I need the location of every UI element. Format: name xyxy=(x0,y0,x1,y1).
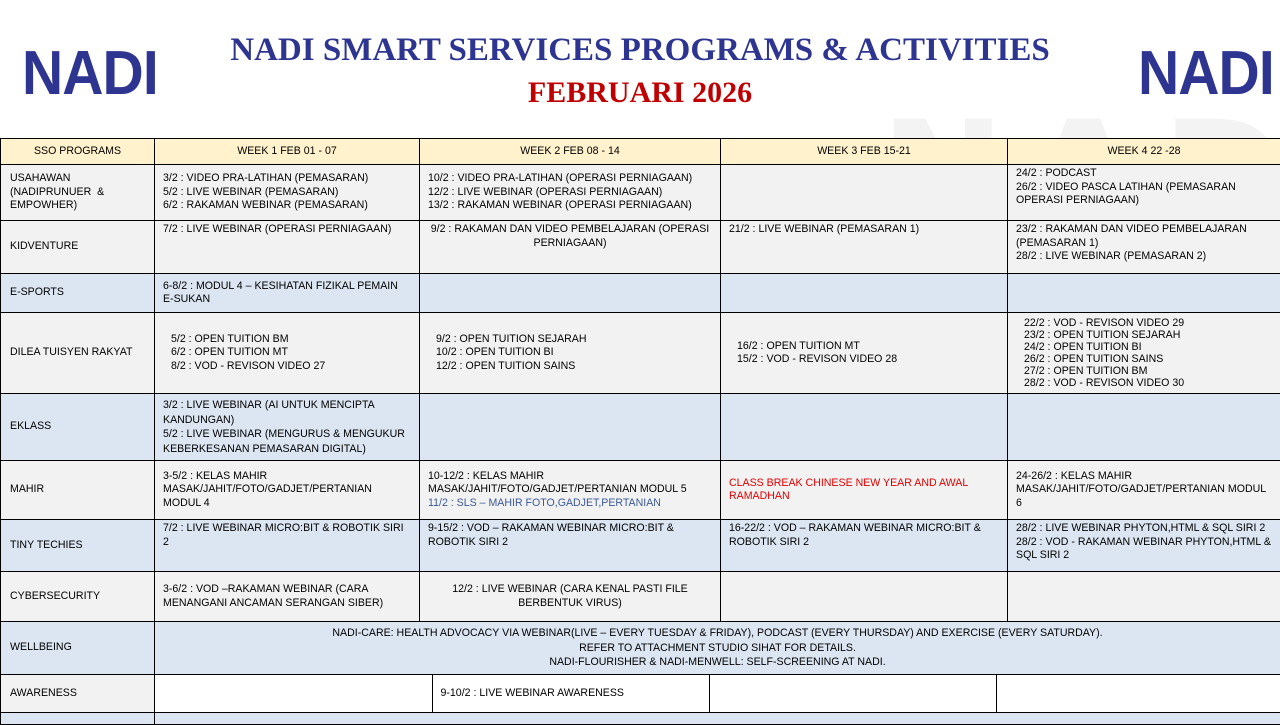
cell-week-2: 10-12/2 : KELAS MAHIR MASAK/JAHIT/FOTO/GADJET/PERTANIAN MODUL 5 11/2 : SLS – MAHIR FOTO,GADJET,PERTANIAN xyxy=(420,461,721,520)
cell-week-3: 16/2 : OPEN TUITION MT 15/2 : VOD - REVISON VIDEO 28 xyxy=(721,313,1008,394)
cell-week-4: 23/2 : RAKAMAN DAN VIDEO PEMBELAJARAN (PEMASARAN 1) 28/2 : LIVE WEBINAR (PEMASARAN 2) xyxy=(1008,221,1280,274)
program-name: WELLBEING xyxy=(1,622,155,675)
cell-week-3 xyxy=(721,394,1008,461)
cell-week-4 xyxy=(1008,274,1280,313)
program-name: CYBERSECURITY xyxy=(1,572,155,622)
program-schedule-table xyxy=(0,138,1280,725)
header-week-3: WEEK 3 FEB 15-21 xyxy=(721,139,1008,165)
row-kidventure xyxy=(1,221,1280,274)
header-week-4: WEEK 4 22 -28 xyxy=(1008,139,1280,165)
cell-week-3: 16-22/2 : VOD – RAKAMAN WEBINAR MICRO:BIT & ROBOTIK SIRI 2 xyxy=(721,520,1008,572)
program-name: EKLASS xyxy=(1,394,155,461)
header-sso-programs: SSO PROGRAMS xyxy=(1,139,155,165)
cell-week-4: 28/2 : LIVE WEBINAR PHYTON,HTML & SQL SIRI 2 28/2 : VOD - RAKAMAN WEBINAR PHYTON,HTML & SQL SIRI 2 xyxy=(1008,520,1280,572)
program-name xyxy=(1,713,155,725)
cell-week-4 xyxy=(1008,394,1280,461)
page-subtitle: FEBRUARI 2026 xyxy=(0,76,1280,110)
program-name: USAHAWAN (NADIPRUNUER & EMPOWHER) xyxy=(1,165,155,221)
cell-week-4: 24/2 : PODCAST 26/2 : VIDEO PASCA LATIHAN (PEMASARAN OPERASI PERNIAGAAN) xyxy=(1008,165,1280,221)
cell-week-2 xyxy=(420,274,721,313)
program-name: DILEA TUISYEN RAKYAT xyxy=(1,313,155,394)
cell-week-2: 9-15/2 : VOD – RAKAMAN WEBINAR MICRO:BIT & ROBOTIK SIRI 2 xyxy=(420,520,721,572)
awareness-week-3 xyxy=(709,675,996,712)
cell-week-3 xyxy=(721,572,1008,622)
header-week-2: WEEK 2 FEB 08 - 14 xyxy=(420,139,721,165)
cell-wellbeing-all-weeks: NADI-CARE: HEALTH ADVOCACY VIA WEBINAR(LIVE – EVERY TUESDAY & FRIDAY), PODCAST (EVERY THURSDAY) AND EXERCISE (EVERY SATURDAY). REFER TO ATTACHMENT STUDIO SIHAT FOR DETAILS. NADI-FLOURISHER & NADI-MENWELL: SELF-SCREENING AT NADI. xyxy=(155,622,1280,675)
awareness-week-1 xyxy=(155,675,432,712)
cell-week-1: 3-5/2 : KELAS MAHIR MASAK/JAHIT/FOTO/GADJET/PERTANIAN MODUL 4 xyxy=(155,461,420,520)
row-mahir xyxy=(1,461,1280,520)
cell-week-1: 7/2 : LIVE WEBINAR (OPERASI PERNIAGAAN) xyxy=(155,221,420,274)
awareness-subtable xyxy=(155,675,1280,712)
cell-week-4 xyxy=(1008,572,1280,622)
cell-week-1: 5/2 : OPEN TUITION BM 6/2 : OPEN TUITION MT 8/2 : VOD - REVISON VIDEO 27 xyxy=(155,313,420,394)
row-esports xyxy=(1,274,1280,313)
program-name: E-SPORTS xyxy=(1,274,155,313)
cell-week-1: 3/2 : LIVE WEBINAR (AI UNTUK MENCIPTA KANDUNGAN) 5/2 : LIVE WEBINAR (MENGURUS & MENGUKUR KEBERKESANAN PEMASARAN DIGITAL) xyxy=(155,394,420,461)
awareness-week-4 xyxy=(996,675,1280,712)
row-partial-next xyxy=(1,713,1280,725)
cell-week-3 xyxy=(721,274,1008,313)
awareness-week-2: 9-10/2 : LIVE WEBINAR AWARENESS xyxy=(432,675,709,712)
cell-week-2: 10/2 : VIDEO PRA-LATIHAN (OPERASI PERNIAGAAN) 12/2 : LIVE WEBINAR (OPERASI PERNIAGAAN) 13/2 : RAKAMAN WEBINAR (OPERASI PERNIAGAAN) xyxy=(420,165,721,221)
cell-week-2: 9/2 : RAKAMAN DAN VIDEO PEMBELAJARAN (OPERASI PERNIAGAAN) xyxy=(420,221,721,274)
row-wellbeing xyxy=(1,622,1280,675)
cell-week-3 xyxy=(721,165,1008,221)
cell-week-4: 24-26/2 : KELAS MAHIR MASAK/JAHIT/FOTO/GADJET/PERTANIAN MODUL 6 xyxy=(1008,461,1280,520)
row-dilea xyxy=(1,313,1280,394)
cell-week-4: 22/2 : VOD - REVISON VIDEO 29 23/2 : OPEN TUITION SEJARAH 24/2 : OPEN TUITION BI 26/2 : OPEN TUITION SAINS 27/2 : OPEN TUITION BM 28/2 : VOD - REVISON VIDEO 30 xyxy=(1008,313,1280,394)
cell-partial xyxy=(155,713,1280,725)
row-awareness xyxy=(1,675,1280,713)
cell-week-1: 7/2 : LIVE WEBINAR MICRO:BIT & ROBOTIK SIRI 2 xyxy=(155,520,420,572)
row-eklass xyxy=(1,394,1280,461)
row-usahawan xyxy=(1,165,1280,221)
program-name: TINY TECHIES xyxy=(1,520,155,572)
cell-week-2: 12/2 : LIVE WEBINAR (CARA KENAL PASTI FILE BERBENTUK VIRUS) xyxy=(420,572,721,622)
cell-week-3: CLASS BREAK CHINESE NEW YEAR AND AWAL RAMADHAN xyxy=(721,461,1008,520)
row-cybersecurity xyxy=(1,572,1280,622)
cell-week-1: 3/2 : VIDEO PRA-LATIHAN (PEMASARAN) 5/2 : LIVE WEBINAR (PEMASARAN) 6/2 : RAKAMAN WEBINAR (PEMASARAN) xyxy=(155,165,420,221)
program-name: AWARENESS xyxy=(1,675,155,713)
page-title: NADI SMART SERVICES PROGRAMS & ACTIVITIES xyxy=(0,32,1280,69)
cell-awareness-weeks xyxy=(155,675,1280,713)
program-name: KIDVENTURE xyxy=(1,221,155,274)
cell-week-1: 3-6/2 : VOD –RAKAMAN WEBINAR (CARA MENANGANI ANCAMAN SERANGAN SIBER) xyxy=(155,572,420,622)
table-header-row xyxy=(1,139,1280,165)
row-tiny-techies xyxy=(1,520,1280,572)
nadi-logo-left: NADI xyxy=(22,38,158,109)
header-week-1: WEEK 1 FEB 01 - 07 xyxy=(155,139,420,165)
cell-week-1: 6-8/2 : MODUL 4 – KESIHATAN FIZIKAL PEMAIN E-SUKAN xyxy=(155,274,420,313)
cell-week-2 xyxy=(420,394,721,461)
program-name: MAHIR xyxy=(1,461,155,520)
cell-week-2: 9/2 : OPEN TUITION SEJARAH 10/2 : OPEN TUITION BI 12/2 : OPEN TUITION SAINS xyxy=(420,313,721,394)
page-header xyxy=(0,0,1280,138)
cell-week-3: 21/2 : LIVE WEBINAR (PEMASARAN 1) xyxy=(721,221,1008,274)
nadi-logo-right: NADI xyxy=(1138,38,1274,109)
